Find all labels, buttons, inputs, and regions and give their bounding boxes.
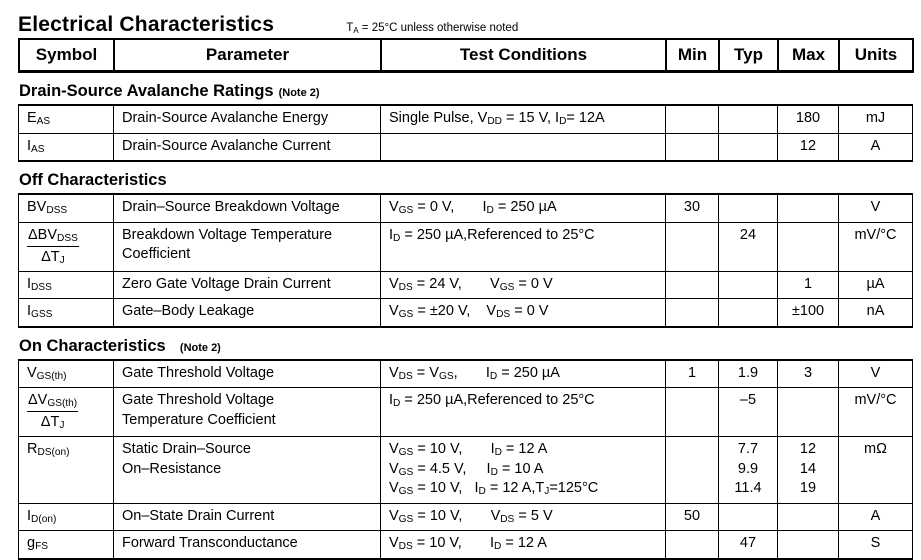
conditions-cell — [381, 222, 666, 271]
symbol-cell: $E_{AS}$ — [19, 105, 114, 133]
conditions-text: $V_{GS} = 0$ V, $I_D = 250$ µA — [389, 199, 557, 216]
units-cell: mV/°C — [839, 388, 913, 437]
min-cell — [666, 222, 719, 271]
table-row — [19, 105, 913, 133]
conditions-text: $V_{DS} = 10$ V, $I_D = 12$ A — [389, 535, 547, 552]
table-row — [19, 388, 913, 437]
max-cell: 180 — [778, 105, 839, 133]
conditions-text: $I_D = 250$ µA,Referenced to 25°C — [389, 226, 595, 244]
title-note: $T_A = 25^\circ C$ unless otherwise noted — [346, 22, 519, 35]
table-row — [19, 222, 913, 271]
header-typ: Typ — [719, 39, 778, 72]
fraction-symbol — [27, 391, 78, 432]
conditions-text: $V_{DS} = V_{GS}$, $I_D = 250$ µA — [389, 364, 560, 382]
min-cell: 1 — [666, 360, 719, 388]
parameter-cell: Breakdown Voltage Temperature Coefficient — [114, 222, 381, 271]
header-parameter: Parameter — [114, 39, 381, 72]
max-cell — [778, 531, 839, 559]
typ-cell: 7.7 9.9 11.4 — [719, 437, 778, 504]
typ-cell: 24 — [719, 222, 778, 271]
typ-cell: –5 — [719, 388, 778, 437]
section-heading — [19, 337, 912, 356]
section-table — [18, 359, 913, 560]
symbol-cell: $g_{FS}$ — [19, 531, 114, 559]
max-cell: 3 — [778, 360, 839, 388]
units-cell: A — [839, 503, 913, 531]
min-cell — [666, 437, 719, 504]
symbol-cell: $BV_{DSS}$ — [19, 194, 114, 222]
typ-cell — [719, 105, 778, 133]
section-off-characteristics — [18, 171, 912, 328]
conditions-cell — [381, 299, 666, 327]
header-max: Max — [778, 39, 839, 72]
column-header-row — [19, 39, 913, 72]
symbol-cell: $I_{AS}$ — [19, 133, 114, 161]
parameter-cell: Drain-Source Avalanche Energy — [114, 105, 381, 133]
typ-cell — [719, 271, 778, 299]
min-cell: 50 — [666, 503, 719, 531]
symbol-cell — [19, 388, 114, 437]
table-row — [19, 360, 913, 388]
section-title: Drain-Source Avalanche Ratings — [19, 82, 274, 100]
section-table — [18, 104, 913, 162]
parameter-cell: On–State Drain Current — [114, 503, 381, 531]
section-note: (Note 2) — [278, 87, 320, 99]
parameter-cell: Drain-Source Avalanche Current — [114, 133, 381, 161]
header-symbol: Symbol — [35, 45, 98, 64]
max-cell — [778, 503, 839, 531]
units-cell: A — [839, 133, 913, 161]
max-cell: 12 14 19 — [778, 437, 839, 504]
conditions-text: $V_{GS} = 10$ V, $V_{DS} = 5$ V — [389, 507, 553, 525]
symbol-cell: $I_{D(on)}$ — [19, 503, 114, 531]
section-table — [18, 193, 913, 328]
conditions-cell — [381, 105, 666, 133]
units-cell: V — [839, 194, 913, 222]
units-cell: mV/°C — [839, 222, 913, 271]
fraction-numerator: $\Delta BV_{DSS}$ — [27, 226, 79, 247]
min-cell — [666, 299, 719, 327]
units-cell: mJ — [839, 105, 913, 133]
section-note: (Note 2) — [170, 341, 221, 354]
units-cell: V — [839, 360, 913, 388]
header-test-conditions: Test Conditions — [381, 39, 666, 72]
max-cell — [778, 194, 839, 222]
table-row — [19, 133, 913, 161]
symbol-cell: $R_{DS(on)}$ — [19, 437, 114, 504]
section-heading — [19, 171, 912, 190]
header-min: Min — [666, 39, 719, 72]
column-header-table — [18, 38, 914, 73]
conditions-cell — [381, 437, 666, 504]
max-cell: 12 — [778, 133, 839, 161]
typ-cell — [719, 194, 778, 222]
units-cell: nA — [839, 299, 913, 327]
table-row — [19, 299, 913, 327]
header-units: Units — [839, 39, 913, 72]
max-cell — [778, 222, 839, 271]
page-title: Electrical Characteristics — [18, 13, 275, 36]
conditions-text: $V_{DS} = 24$ V, $V_{GS} = 0$ V — [389, 275, 553, 293]
symbol-cell: $V_{GS(th)}$ — [19, 360, 114, 388]
section-avalanche-ratings — [18, 82, 912, 162]
units-cell: mΩ — [839, 437, 913, 504]
typ-cell — [719, 133, 778, 161]
conditions-cell — [381, 388, 666, 437]
table-row — [19, 503, 913, 531]
min-cell — [666, 105, 719, 133]
table-row — [19, 271, 913, 299]
section-on-characteristics — [18, 337, 912, 560]
conditions-text: $I_D = 250$ µA,Referenced to 25°C — [389, 392, 595, 409]
conditions-cell — [381, 503, 666, 531]
conditions-cell — [381, 194, 666, 222]
symbol-cell: $I_{GSS}$ — [19, 299, 114, 327]
conditions-text: Single Pulse, $V_{DD} = 15$ V, $I_D= 12A$ — [389, 110, 605, 127]
max-cell — [778, 388, 839, 437]
conditions-cell — [381, 360, 666, 388]
conditions-cell — [381, 133, 666, 161]
typ-cell — [719, 503, 778, 531]
units-cell: µA — [839, 271, 913, 299]
parameter-cell: Gate–Body Leakage — [114, 299, 381, 327]
parameter-cell: Drain–Source Breakdown Voltage — [114, 194, 381, 222]
fraction-symbol — [27, 226, 79, 267]
parameter-cell: Static Drain–Source On–Resistance — [114, 437, 381, 504]
symbol-cell — [19, 222, 114, 271]
parameter-cell: Gate Threshold Voltage — [114, 360, 381, 388]
max-cell: ±100 — [778, 299, 839, 327]
fraction-denominator: $\Delta T_J$ — [41, 248, 65, 266]
table-row — [19, 194, 913, 222]
fraction-numerator: $\Delta V_{GS(th)}$ — [27, 391, 78, 412]
typ-cell: 1.9 — [719, 360, 778, 388]
table-row — [19, 531, 913, 559]
conditions-cell — [381, 531, 666, 559]
typ-cell: 47 — [719, 531, 778, 559]
symbol-cell: $I_{DSS}$ — [19, 271, 114, 299]
title-row — [18, 5, 912, 37]
table-row — [19, 437, 913, 504]
units-cell: S — [839, 531, 913, 559]
section-heading — [19, 82, 912, 101]
fraction-denominator: $\Delta T_J$ — [40, 414, 65, 431]
parameter-cell: Gate Threshold Voltage Temperature Coefficient — [114, 388, 381, 437]
parameter-cell: Zero Gate Voltage Drain Current — [114, 271, 381, 299]
section-title: Off Characteristics — [19, 171, 167, 189]
typ-cell — [719, 299, 778, 327]
min-cell — [666, 133, 719, 161]
parameter-cell: Forward Transconductance — [114, 531, 381, 559]
min-cell — [666, 388, 719, 437]
conditions-cell — [381, 271, 666, 299]
min-cell: 30 — [666, 194, 719, 222]
min-cell — [666, 531, 719, 559]
conditions-text: $V_{GS} = 10$ V, $I_D = 12$ A $V_{GS} = 4.5$ V, $I_D = 10$ A $V_{GS} = 10$ V, $I_D = 12$ $A,T_J=125^\circ C$ — [389, 441, 599, 497]
min-cell — [666, 271, 719, 299]
max-cell: 1 — [778, 271, 839, 299]
conditions-text: $V_{GS} = \pm 20$ V, $V_{DS} = 0$ V — [389, 303, 549, 320]
section-title: On Characteristics — [19, 336, 166, 355]
sections-container — [18, 82, 912, 560]
